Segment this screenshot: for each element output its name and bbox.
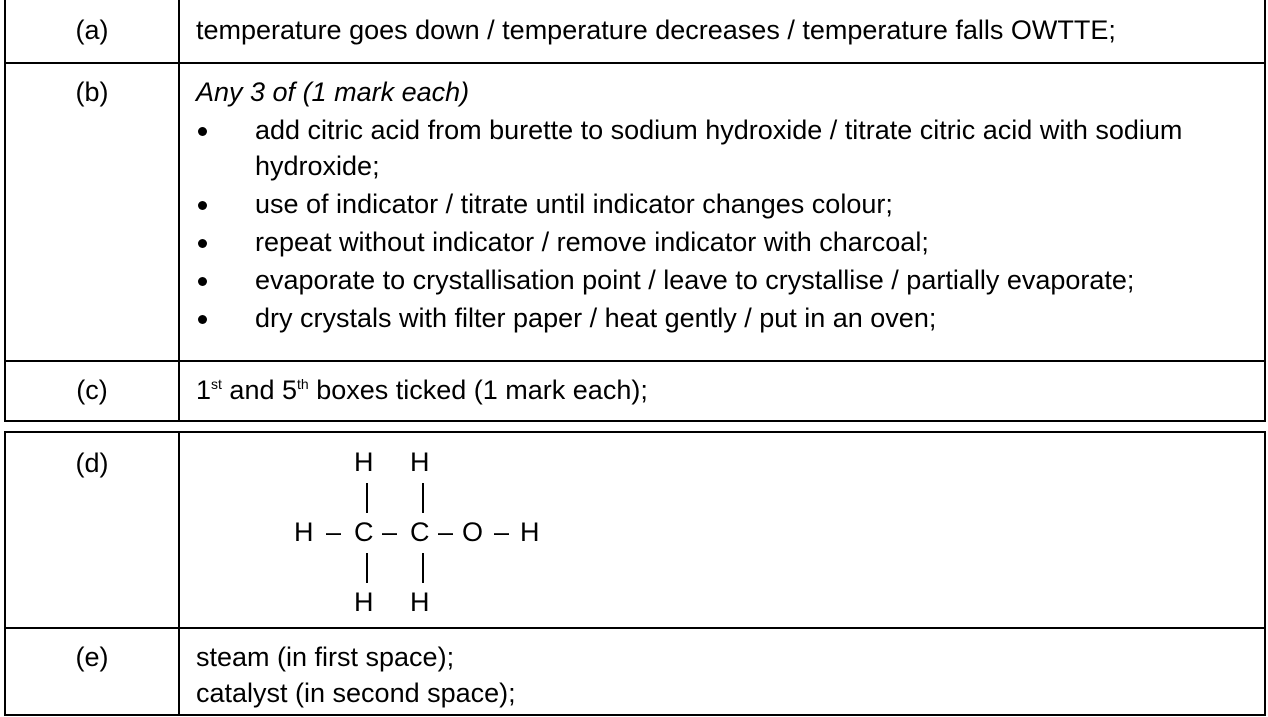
bullet-text: repeat without indicator / remove indicator with charcoal; — [255, 227, 929, 257]
answer-cell — [179, 63, 1265, 361]
single-bond: – — [494, 517, 510, 547]
atom-c: C — [354, 517, 374, 547]
question-label: (c) — [5, 361, 179, 421]
ordinal-suffix: th — [297, 376, 309, 392]
single-bond — [366, 553, 368, 583]
list-item — [196, 112, 1252, 184]
atom-c: C — [410, 517, 430, 547]
bullet-text: evaporate to crystallisation point / leave to crystallise / partially evaporate; — [255, 265, 1135, 295]
bullet-text: dry crystals with filter paper / heat gently / put in an oven; — [255, 303, 937, 333]
list-item — [196, 186, 1252, 222]
single-bond: – — [438, 517, 454, 547]
bullet-list — [196, 112, 1252, 336]
single-bond — [422, 553, 424, 583]
table-row — [5, 361, 1265, 421]
atom-h: H — [354, 447, 374, 477]
ethanol-structural-formula — [196, 445, 1252, 615]
atom-h: H — [354, 587, 374, 617]
ordinal-suffix: st — [211, 376, 222, 392]
answer-cell — [179, 628, 1265, 715]
list-item — [196, 262, 1252, 298]
atom-h: H — [410, 447, 430, 477]
atom-h: H — [520, 517, 540, 547]
answer-line: steam (in first space); — [196, 642, 455, 672]
atom-h: H — [294, 517, 314, 547]
table-row — [5, 628, 1265, 715]
list-item — [196, 300, 1252, 336]
bullet-text: add citric acid from burette to sodium hydroxide / titrate citric acid with sodium hydroxide; — [255, 115, 1183, 181]
single-bond: – — [326, 517, 342, 547]
ordinal-number: 1 — [196, 375, 212, 405]
bullet-icon — [198, 127, 207, 136]
single-bond — [422, 483, 424, 513]
answer-cell — [179, 432, 1265, 628]
mark-scheme-table-part-2 — [4, 431, 1266, 716]
answer-text: boxes ticked (1 mark each); — [308, 375, 648, 405]
mark-scheme-table-part-1 — [4, 0, 1266, 422]
answer-line: catalyst (in second space); — [196, 678, 516, 708]
marking-instruction: Any 3 of (1 mark each) — [196, 77, 470, 107]
table-row — [5, 63, 1265, 361]
atom-h: H — [410, 587, 430, 617]
bullet-icon — [198, 315, 207, 324]
answer-cell — [179, 0, 1265, 63]
bullet-text: use of indicator / titrate until indicator changes colour; — [255, 189, 893, 219]
single-bond: – — [382, 517, 398, 547]
single-bond — [366, 483, 368, 513]
bullet-icon — [198, 277, 207, 286]
question-label: (a) — [5, 0, 179, 63]
list-item — [196, 224, 1252, 260]
answer-text: temperature goes down / temperature decreases / temperature falls OWTTE; — [196, 15, 1116, 45]
question-label: (e) — [5, 628, 179, 715]
bullet-icon — [198, 201, 207, 210]
question-label: (b) — [5, 63, 179, 361]
question-label: (d) — [5, 432, 179, 628]
table-row — [5, 0, 1265, 63]
bullet-icon — [198, 239, 207, 248]
table-row — [5, 432, 1265, 628]
answer-text: and 5 — [221, 375, 297, 405]
answer-cell — [179, 361, 1265, 421]
atom-o: O — [462, 517, 484, 547]
